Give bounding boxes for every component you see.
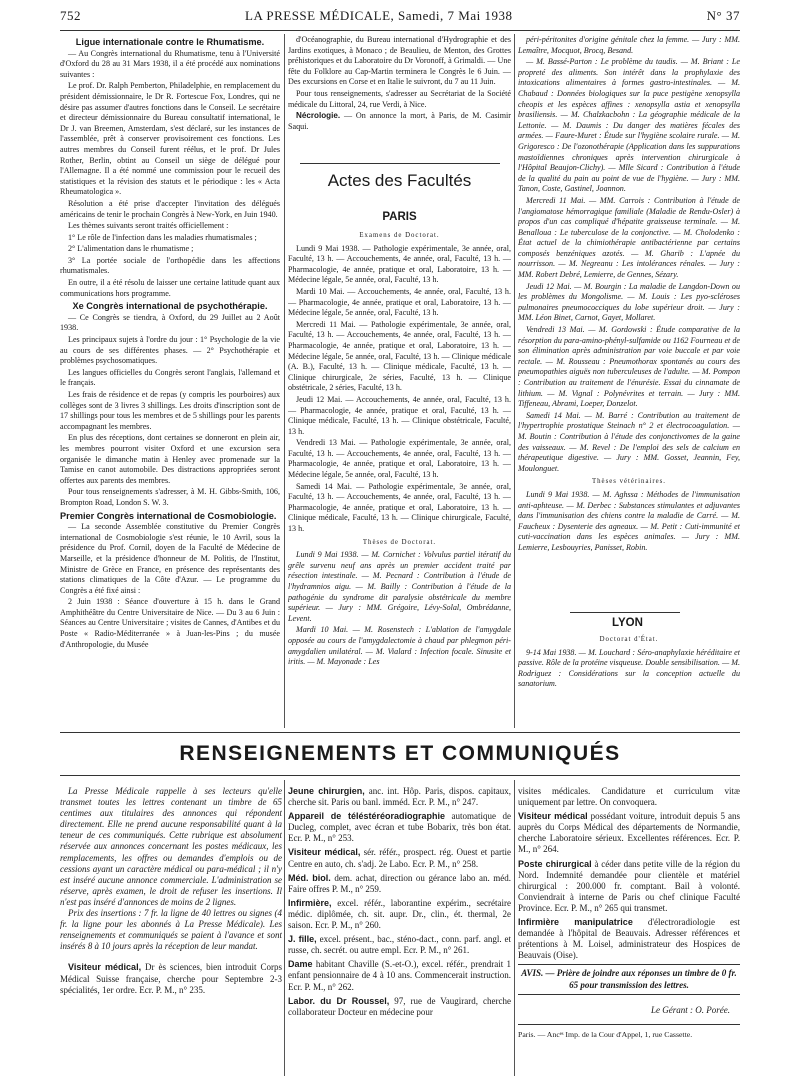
header-rule (60, 30, 740, 31)
paragraph: Les thèmes suivants seront traités officiellement : (68, 221, 229, 231)
section-title-actes: Actes des Facultés (327, 171, 472, 190)
exam-entry: Mardi 10 Mai. — Accouchements, 4e année, oral, Faculté, 13 h. — Pharmacologie, 4e année, pratique et oral, Laboratoire, 13 h. — Médecine légale, 5e année, oral, Faculté, 13 h. (288, 286, 511, 318)
ad-text: Dr ès sciences, bien introduit Corps Médical Suisse française, cherche pour Septembre 2-3 spécialités, 1er ordre. Ecr. P. M., n° 235. (60, 962, 282, 995)
thesis-entry: Lundi 9 Mai 1938. — M. Cornichet : Volvulus partiel itératif du grêle survenu neuf ans après un premier accident traité par résection intestinale. — M. Pecnard : Contribution à l'étude de l'hydramnios aigu. — M. Bailly : Contribution à l'étude de la pathogénie du syndrome dit paralysie obstétricale du membre supérieur. — Jury : MM. Grégoire, Lévy-Solal, Ombrédanne, Levent. (288, 550, 511, 623)
ads-intro (60, 786, 282, 1076)
ad-text: 97, rue de Vaugirard, cherche collaborateur Docteur en médecine pour (288, 995, 511, 1017)
gerant-signature: Le Gérant : O. Porée. (518, 1001, 740, 1025)
thesis-entry: Mardi 10 Mai. — M. Rosenstech : L'ablation de l'amygdale opposée au cours de l'amygdalectomie à chaud par phlegmon péri-amygdalien unilatéral. — M. Vialard : Infection focale. Sinusite et iritis. — M. Mayonade : Les (288, 625, 511, 667)
ad-text: possédant voiture, introduit depuis 5 ans auprès du Corps Médical des départements de Normandie, cherche Laboratoire sérieux. Excellentes références. Ecr. P. M., n° 264. (518, 811, 740, 855)
thesis-entry: Lundi 9 Mai 1938. — M. Aghssa : Méthodes de l'immunisation anti-aphteuse. — M. Derbec : Substances stimulantes et adjuvantes dans l'immunisation des chiens contre la maladie de Carré. — M. Faucheux : Dysenterie des agneaux. — M. Petit : Cuti-immunité et cuti-vaccination dans les espèces animales. — Jury : MM. Lemierre, Lesbouyries, Panisset, Robin. (518, 489, 740, 552)
subheading-veterinaires: Thèses vétérinaires. (592, 478, 666, 486)
subheading-doctorat-etat: Doctorat d'État. (599, 636, 659, 643)
column-3-lyon (518, 632, 740, 728)
paragraph: — Au Congrès international du Rhumatisme, tenu à l'Université d'Oxford du 28 au 31 Mars 1938, il a été procédé aux nominations suivantes : (60, 48, 280, 79)
paragraph (288, 111, 511, 132)
necrologie-text: — On annonce la mort, à Paris, de M. Casimir Saqui. (288, 111, 511, 131)
imprint: Paris. — Ancᵉˢ Imp. de la Cour d'Appel, 1, rue Cassette. (518, 1029, 693, 1039)
intro-paragraph: La Presse Médicale rappelle à ses lecteurs qu'elle transmet toutes les lettres contenant un timbre de 65 centimes aux titulaires des annonces qui répondent directement. Elle ne prend aucune responsabilité quant à la teneur de ces communiqués. Cette rubrique est absolument réservée aux annonces concernant les postes médicaux, les remplacements, les offres ou demandes d'emplois ou de cessions ayant un caractère médical ou para-médical ; il n'y est inséré aucune annonce commerciale. L'administration se réserve, après examen, le droit de refuser les insertions. Il n'est pas inséré d'annonces de moins de 2 lignes. (60, 786, 282, 907)
thesis-entry: — M. Bassé-Parton : Le problème du taudis. — M. Briant : Le propreté des aliments. Son intérêt dans la prophylaxie des intoxications alimentaires à formes gastro-intestinales. — M. Chabaud : Données biologiques sur la puce pestigène xenopsylla cheopis et les espèces affines : xenopsylla astia et xenopsylla brasiliensis. — M. Chalzkacbohn : La géographie médicale de la Lettonie. — M. Daumis : Du danger des matières fécales des armées. — Faure-Muret : Étude sur l'hygiène scolaire rurale. — M. Grigoresco : De l'ozonothérapie (Application dans les suppurations mastoïdiennes chroniques après intervention chirurgicale à l'Hôpital Beaujon-Clichy). — Mlle Sicard : Contribution à l'étude de la qualité du pain au point de vue de l'hygiène. — Jury : MM. Tanon, Coste, Gastinel, Joannon. (518, 57, 740, 194)
journal-title: LA PRESSE MÉDICALE, Samedi, 7 Mai 1938 (245, 8, 513, 23)
section-title-renseignements: RENSEIGNEMENTS ET COMMUNIQUÉS (179, 742, 621, 765)
subheading-examens: Examens de Doctorat. (359, 232, 440, 239)
exam-entry: Mercredi 11 Mai. — Pathologie expérimentale, 3e année, oral, Faculté, 13 h. — Accouchements, 4e année, oral, Faculté, 13 h. — Pharmacologie, 4e année, pratique et oral, Laboratoire, 13 h. — Médecine légale, 5e année, oral, Faculté, 13 h. — Clinique médicale (A. B.), Faculté, 13 h. — Clinique médicale, Faculté, 13 h. — Clinique chirurgicale, 2e séries, Faculté, 13 h. — Clinique obstétricale, 2 séries, Faculté, 13 h. (288, 319, 511, 393)
paragraph: Les frais de résidence et de repas (y compris les pourboires) aux collèges sont de 3 livres 3 shillings. Les droits d'inscription sont de 17 shillings pour tous les membres et de 5 shillings pour les parents accompagnant les membres. (60, 390, 280, 431)
exam-entry: Vendredi 13 Mai. — Pathologie expérimentale, 3e année, oral, Faculté, 13 h. — Accouchements, 4e année, oral, Faculté, 13 h. — Pharmacologie, 4e année, pratique et oral, Laboratoire, 13 h. — Médecine légale, 5e année, oral, Faculté, 13 h. (288, 438, 511, 480)
ad-text: anc. int. Hôp. Paris, dispos. capitaux, cherche sit. Paris ou banl. imméd. Ecr. P. M., n° 247. (288, 786, 511, 808)
thesis-entry: Jeudi 12 Mai. — M. Bourgin : La maladie de Langdon-Down ou les problèmes du Mongolisme. — M. Louis : Les pyo-scléroses pulmonaires pneumococciques du lobe supérieur droit. — Jury : MM. Léon Binet, Carnot, Gayet, Mollaret. (518, 281, 740, 323)
section-rule (570, 612, 680, 613)
paragraph: Pour tous renseignements s'adresser, à M. H. Gibbs-Smith, 106, Brompton Road, London S. W. 3. (60, 487, 280, 507)
ad-heading: J. fille, (288, 934, 317, 945)
paragraph: 1° Le rôle de l'infection dans les maladies rhumatismales ; (68, 232, 257, 242)
paragraph: 2 Juin 1938 : Séance d'ouverture à 15 h. dans le Grand Amphithéâtre du Centre Universitaire de Nice. — Du 3 au 6 Juin : Séances au Centre Universitaire ; visites de Cannes, d'Antibes et du Poste « Radio-Méditerranée » à Juan-les-Pins ; du musée d'Anthropologie, du Musée (60, 597, 280, 649)
ads-column-3 (518, 786, 740, 1076)
issue-number: N° 37 (706, 8, 740, 23)
heading-lyon: LYON (612, 617, 643, 629)
ad-heading: Visiteur médical, (68, 962, 142, 973)
ad-heading: Labor. du Dr Roussel, (288, 995, 390, 1006)
paragraph: Les langues officielles du Congrès seront l'anglais, l'allemand et le français. (60, 367, 280, 388)
ad-text: d'électroradiologie est demandée à l'hôpital de Beauvais. Adresser références et prétentions à M. Loisel, administrateur des Hospices de Beauvais (Oise). (518, 917, 740, 961)
ad-heading: Infirmière, (288, 897, 332, 908)
paragraph: Pour tous renseignements, s'adresser au Secrétariat de la Société médicale du Littoral, 24, rue Verdi, à Nice. (288, 88, 511, 109)
thesis-entry: Mercredi 11 Mai. — MM. Carrois : Contribution à l'étude de l'angiomatose hémorragique familiale (Maladie de Rendu-Osler) à propos d'un cas compliqué d'hépatite graisseuse terminale. — M. Benalloua : Le tuberculose de la conjonctive. — M. Cholodenko : État actuel de la chimiothérapie antibactérienne par certains composés benzéniques azotés. — M. Gharib : L'apnée du nourrisson. — M. Negreanu : Les intolérances rénales. — Jury : MM. Robert Debré, Lemierre, de Gennes, Sézary. (518, 195, 740, 280)
column-2-top (288, 35, 511, 167)
ad-text: dem. achat, direction ou gérance labo an. méd. Faire offres P. M., n° 259. (288, 872, 511, 894)
heading-psychotherapie: Xe Congrès international de psychothérapie. (72, 301, 268, 312)
heading-paris: PARIS (382, 211, 417, 223)
ad-heading: Infirmière manipulatrice (518, 917, 633, 928)
ad-heading: Visiteur médical, (288, 847, 361, 858)
paragraph: En outre, il a été résolu de laisser une certaine latitude quant aux communications hors programme. (60, 278, 280, 298)
exam-entry: Lundi 9 Mai 1938. — Pathologie expérimentale, 3e année, oral, Faculté, 13 h. — Accouchements, 4e année, oral, Faculté, 13 h. — Pharmacologie, 4e année, pratique et oral, Laboratoire, 13 h. — Médecine légale, 5e année, oral, Faculté, 13 h. (288, 243, 511, 285)
column-divider (284, 780, 285, 1076)
paragraph: Le prof. Dr. Ralph Pemberton, Philadelphie, en remplacement du président démissionnaire, le Dr R. Fortescue Fox, Londres, qui ne désire pas assumer d'autres fonctions dans le Conseil. Le secrétaire et directeur démissionnaire du Bureau consultatif international, le Dr J. van Breemen, Amsterdam, s'est déclaré, sur les instances de l'assemblée, prêt à conserver provisoirement ces fonctions. Les autres membres du Conseil furent réélus, et le prof. Dr Jules Rother, Berlin, obtint au Conseil un siège de délégué pour l'Allemagne. Il a été nommé une commission pour le recueil des statistiques et la révision des statuts et le périodique : les « Acta Rheumatologica ». (60, 81, 280, 197)
exam-entry: Samedi 14 Mai. — Pathologie expérimentale, 3e année, oral, Faculté, 13 h. — Accouchements, 4e année, oral, Faculté, 13 h. — Pharmacologie, 4e année, pratique et oral, Laboratoire, 13 h. — Clinique médicale, Faculté, 13 h. — Clinique chirurgicale, Faculté, 13 h. (288, 481, 511, 534)
ad-text: excel. présent., bac., sténo-dact., conn. parf. angl. et russe, ch. secrét. ou autre empl. Ecr. P. M., n° 261. (288, 934, 511, 956)
section-rule (60, 775, 740, 776)
paragraph: 2° L'alimentation dans le rhumatisme ; (68, 244, 194, 254)
ad-heading: Visiteur médical (518, 811, 588, 822)
paragraph: En plus des réceptions, dont certaines se donneront en plein air, les membres pourront visiter Oxford et une excursion sera organisée le dimanche matin à Henley avec promenade sur la Tamise en canot automobile. Des distractions appropriées seront offertes aux parents des membres. (60, 433, 280, 485)
ad-text: automatique de Ducleg, complet, avec écran et tube Bobarix, très bon état. Ecr. P. M., n° 253. (288, 811, 511, 844)
intro-paragraph: Prix des insertions : 7 fr. la ligne de 40 lettres ou signes (4 fr. la ligne pour les abonnés à La Presse Médicale). Les renseignements et communiqués se paient à l'avance et sont insérés 8 à 10 jours après la réception de leur mandat. (60, 908, 282, 952)
ad-heading: Méd. biol. (288, 872, 331, 883)
paragraph: d'Océanographie, du Bureau international d'Hydrographie et des Jardins exotiques, à Monaco ; de Beaulieu, de Menton, des Grottes préhistoriques et du Laboratoire du Dr Voronoff, à Grimaldi. — Une fête du Folklore au Cap-Martin terminera le Congrès le 6 Juin. — Des excursions en Corse et en Italie le suivront, du 7 au 11 Juin. (288, 35, 511, 87)
paragraph: 3° La portée sociale de l'orthopédie dans les affections rhumatismales. (60, 255, 280, 276)
thesis-entry: Vendredi 13 Mai. — M. Gordowski : Étude comparative de la résorption du para-amino-phényl-sulfamide ou 1162 Fourneau et de son élimination après administration par voie buccale et par voie rectale. — M. Rousseau : Pneumothorax spontanés au cours des pneumopathies aiguës non tuberculeuses de l'adulte. — M. Pompon : Contribution au traitement de l'énurésie. Essai du cinnamate de lithium. — M. Vignal : Polynévrites et terrain. — Jury : MM. Tiffeneau, Abrami, Loeper, Donzelot. (518, 325, 740, 409)
page-number: 752 (60, 8, 81, 23)
heading-necrologie: Nécrologie. (296, 111, 341, 121)
page-header (60, 6, 740, 28)
column-divider (284, 34, 285, 728)
thesis-entry: 9-14 Mai 1938. — M. Louchard : Séro-anaphylaxie héréditaire et passive. Rôle de la protéine visqueuse. Double sensibilisation. — M. Rodriguez : Considérations sur la conception actuelle du sanatorium. (518, 647, 740, 689)
ad-text: sér. référ., prospect. rég. Ouest et partie Centre en auto, ch. s'adj. 2e Labo. Ecr. P. M., n° 258. (288, 847, 511, 869)
thesis-entry: Samedi 14 Mai. — M. Barré : Contribution au traitement de l'hypertrophie prostatique Steinach n° 2 et électrocoagulation. — M. Boutin : Contribution à l'étude des conjonctivomes de la gaine des vaisseaux. — M. Revel : De l'emploi des sels de calcium en thérapeutique digestive. — Jury : MM. Gosset, Jeannin, Fey, Moulonguet. (518, 410, 740, 473)
thesis-entry: péri-péritonites d'origine génitale chez la femme. — Jury : MM. Lemaître, Mocquot, Brocq, Besand. (518, 35, 740, 55)
ad-heading: Poste chirurgical (518, 858, 592, 869)
ad-text: habitant Chaville (S.-et-O.), excel. référ., prendrait 1 enfant pensionnaire de 4 à 10 ans. Commencerait instruction. Ecr. P. M., n° 262. (288, 959, 511, 992)
heading-cosmobiologie: Premier Congrès international de Cosmobiologie. (60, 510, 277, 521)
section-rule (60, 732, 740, 733)
column-2 (288, 228, 511, 728)
paragraph: Résolution a été prise d'accepter l'invitation des délégués américains de tenir le prochain Congrès à New-York, en Juin 1940. (60, 198, 280, 219)
paragraph: — Ce Congrès se tiendra, à Oxford, du 29 Juillet au 2 Août 1938. (60, 312, 280, 333)
ad-text: excel. référ., laborantine expérim., secrétaire médic. diplômée, ch. sit. aupr. Dr., clin., ét. thermal, 2e saison. Ecr. P. M., n° 260. (288, 897, 511, 931)
subheading-theses: Thèses de Doctorat. (362, 538, 437, 546)
exam-entry: Jeudi 12 Mai. — Accouchements, 4e année, oral, Faculté, 13 h. — Pharmacologie, 4e année, pratique et oral, Faculté, 13 h. — Clinique médicale, Faculté, 13 h. — Clinique obstétricale, Faculté, 13 h. (288, 394, 511, 436)
ad-text: visites médicales. Candidature et curriculum vitæ uniquement par lettre. On convoquera. (518, 786, 740, 808)
ad-heading: Appareil de téléstéréoradiographie (288, 811, 446, 822)
ads-column-2 (288, 786, 511, 1076)
ad-heading: Jeune chirurgien, (288, 786, 365, 796)
avis-notice: AVIS. — Prière de joindre aux réponses un timbre de 0 fr. 65 pour transmission des lettres. (518, 964, 740, 994)
section-rule (300, 163, 500, 164)
paragraph: Les principaux sujets à l'ordre du jour : 1° Psychologie de la vie au cours de ses différentes phases. — 2° Psychothérapie et problèmes psychosomatiques. (60, 335, 280, 366)
ad-heading: Dame (288, 959, 313, 970)
ad-text: à céder dans petite ville de la région du Nord. Indemnité demandée pour clientèle et matériel chirurgical : 200.000 fr. comptant. Bail à volonté. Conviendrait à interne de Paris ou chef clinique Faculté Province. Ecr. P. M., n° 265 qui transmet. (518, 858, 740, 913)
heading-rhumatisme: Ligue internationale contre le Rhumatisme. (75, 37, 265, 47)
column-divider (514, 780, 515, 1076)
paragraph: — La seconde Assemblée constitutive du Premier Congrès international de Cosmobiologie s'est réunie, le 10 Avril, sous la présidence du Prof. Cornil, doyen de la Faculté de Médecine de Marseille, et la présidence d'honneur de M. Politis, de l'Institut, Ministre de Grèce en France, en présence des représentants des stations climatiques de la Côte d'Azur. — Le programme du Congrès a été fixé ainsi : (60, 522, 280, 595)
column-3 (518, 35, 740, 615)
column-1 (60, 35, 280, 727)
